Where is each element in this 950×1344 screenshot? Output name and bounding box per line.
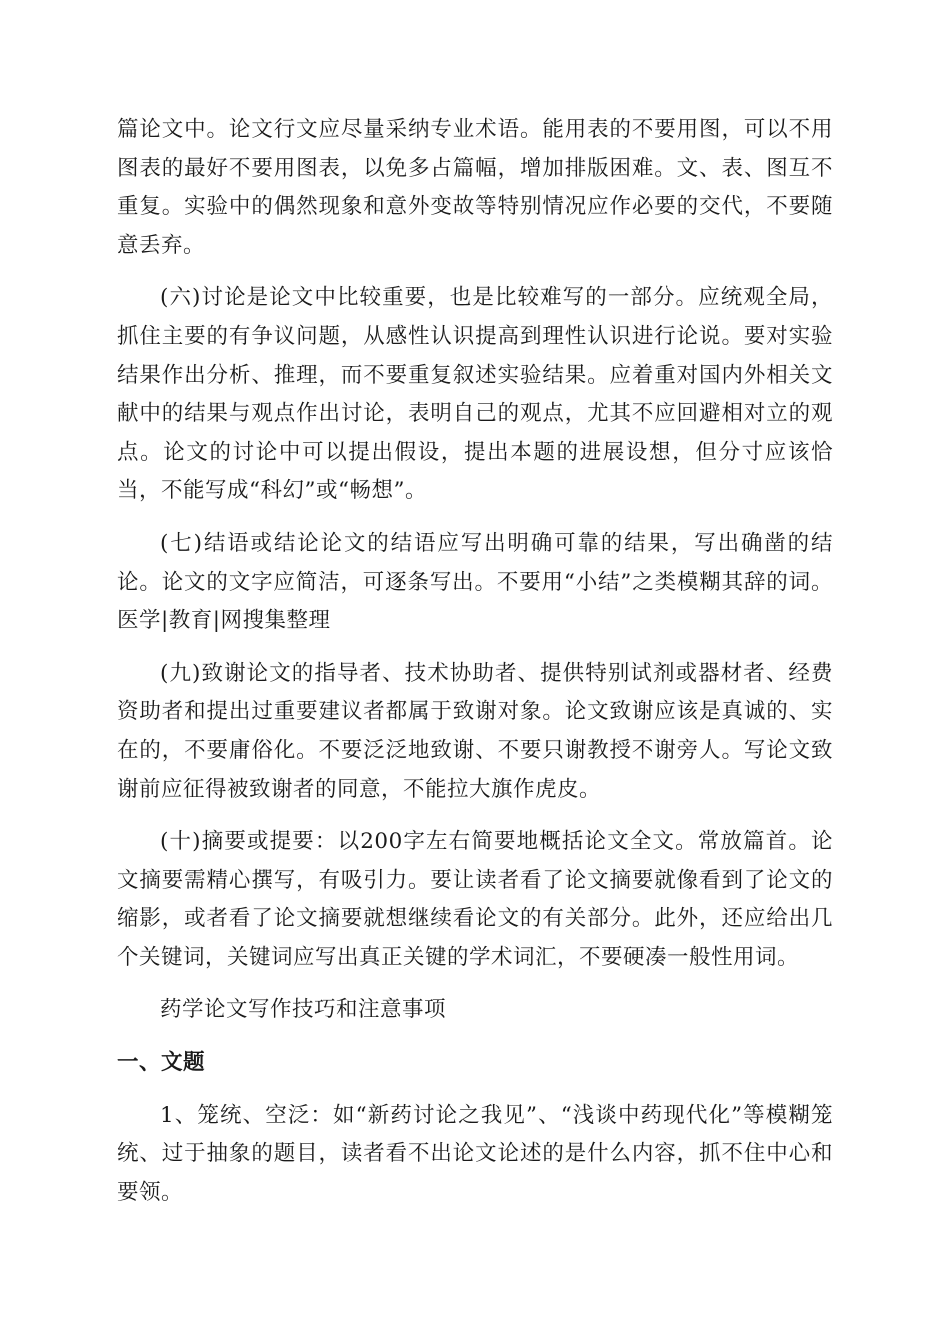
paragraph-acknowledgement: (九)致谢论文的指导者、技术协助者、提供特别试剂或器材者、经费资助者和提出过重要建议者都属于致谢对象。论文致谢应该是真诚的、实在的，不要庸俗化。不要泛泛地致谢、不要只谢教授不谢旁人。写论文致谢前应征得被致谢者的同意，不能拉大旗作虎皮。: [117, 660, 833, 802]
paragraph-conclusion: (七)结语或结论论文的结语应写出明确可靠的结果，写出确凿的结论。论文的文字应简洁，可逐条写出。不要用“小结”之类模糊其辞的词。医学|教育|网搜集整理: [117, 530, 833, 634]
paragraph-continuation: 篇论文中。论文行文应尽量采纳专业术语。能用表的不要用图，可以不用图表的最好不要用图表，以免多占篇幅，增加排版困难。文、表、图互不重复。实验中的偶然现象和意外变故等特别情况应作必要的交代，不要随意丢弃。: [117, 117, 833, 258]
paragraph-subtitle: 药学论文写作技巧和注意事项: [160, 997, 447, 1023]
section-heading: 一、文题: [117, 1050, 206, 1076]
paragraph-title-issue: 1、笼统、空泛：如“新药讨论之我见”、“浅谈中药现代化”等模糊笼统、过于抽象的题目，读者看不出论文论述的是什么内容，抓不住中心和要领。: [117, 1102, 833, 1205]
paragraph-discussion: (六)讨论是论文中比较重要，也是比较难写的一部分。应统观全局，抓住主要的有争议问题，从感性认识提高到理性认识进行论说。要对实验结果作出分析、推理，而不要重复叙述实验结果。应着重对国内外相关文献中的结果与观点作出讨论，表明自己的观点，尤其不应回避相对立的观点。论文的讨论中可以提出假设，提出本题的进展设想，但分寸应该恰当，不能写成“科幻”或“畅想”。: [117, 285, 833, 504]
document-body: [117, 111, 833, 1212]
paragraph-abstract: (十)摘要或提要：以200字左右简要地概括论文全文。常放篇首。论文摘要需精心撰写，有吸引力。要让读者看了论文摘要就像看到了论文的缩影，或者看了论文摘要就想继续看论文的有关部分。此外，还应给出几个关键词，关键词应写出真正关键的学术词汇，不要硬凑一般性用词。: [117, 829, 833, 970]
